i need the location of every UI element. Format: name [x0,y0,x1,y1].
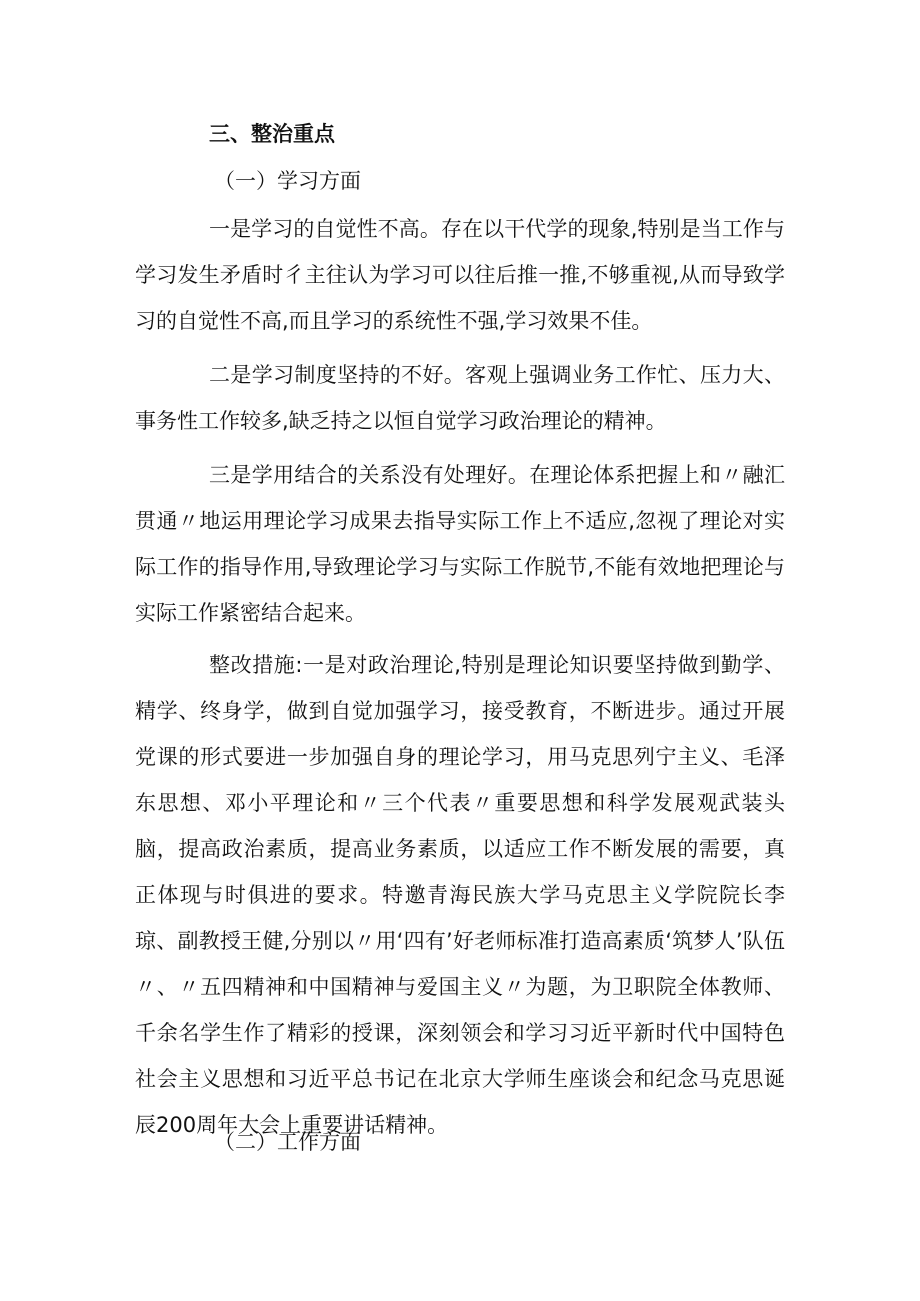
paragraph-4: 整改措施:一是对政治理论,特别是理论知识要坚持做到勤学、精学、终身学，做到自觉加强学习，接受教育，不断进步。通过开展党课的形式要进一步加强自身的理论学习，用马克思列宁主义、毛泽东思想、邓小平理论和〃三个代表〃重要思想和科学发展观武装头脑，提高政治素质，提高业务素质，以适应工作不断发展的需要，真正体现与时俱进的要求。特邀青海民族大学马克思主义学院院长李琼、副教授王健,分别以〃用‘四有’好老师标准打造高素质‘筑梦人’队伍〃、〃五四精神和中国精神与爱国主义〃为题，为卫职院全体教师、千余名学生作了精彩的授课，深刻领会和学习习近平新时代中国特色社会主义思想和习近平总书记在北京大学师生座谈会和纪念马克思诞辰200周年大会上重要讲话精神。 [135,653,785,1137]
section-title: 三、整治重点 [209,122,335,146]
subsection-heading-study: （一）学习方面 [214,169,361,193]
paragraph-1: 一是学习的自觉性不高。存在以干代学的现象,特别是当工作与学习发生矛盾时彳主往认为学习可以往后推一推,不够重视,从而导致学习的自觉性不高,而且学习的系统性不强,学习效果不佳。 [135,217,785,333]
paragraph-2: 二是学习制度坚持的不好。客观上强调业务工作忙、压力大、事务性工作较多,缺乏持之以恒自觉学习政治理论的精神。 [135,363,785,433]
subsection-heading-work: （二）工作方面 [214,1130,361,1154]
paragraph-3: 三是学用结合的关系没有处理好。在理论体系把握上和〃融汇贯通〃地运用理论学习成果去指导实际工作上不适应,忽视了理论对实际工作的指导作用,导致理论学习与实际工作脱节,不能有效地把理论与实际工作紧密结合起来。 [135,463,785,625]
